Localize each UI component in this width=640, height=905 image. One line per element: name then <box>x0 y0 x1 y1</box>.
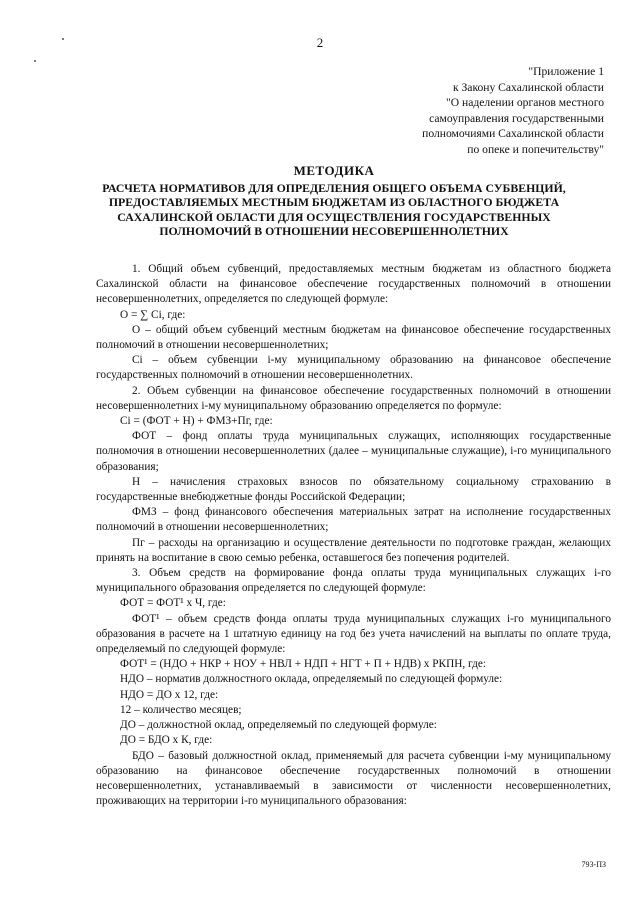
scan-speck <box>34 60 36 62</box>
formula-line: ФОТ = ФОТ¹ х Ч, где: <box>120 597 226 610</box>
body-paragraph: 3. Объем средств на формирование фонда оплаты труда муниципальных служащих i-го муниципального образования определяется по следующей формуле: <box>96 567 611 595</box>
title-subtitle-line: ПРЕДОСТАВЛЯЕМЫХ МЕСТНЫМ БЮДЖЕТАМ ИЗ ОБЛАСТНОГО БЮДЖЕТА <box>108 195 560 210</box>
body-paragraph: Н – начисления страховых взносов по обязательному социальному страхованию в государственные внебюджетные фонды Российской Федерации; <box>96 475 611 504</box>
annex-line: "Приложение 1 <box>528 65 604 78</box>
annex-line: к Закону Сахалинской области <box>452 80 604 94</box>
document-body <box>96 262 611 809</box>
annex-line: "О наделении органов местного <box>446 96 604 110</box>
title-subtitle-line: ПОЛНОМОЧИЙ В ОТНОШЕНИИ НЕСОВЕРШЕННОЛЕТНИХ <box>159 224 509 239</box>
annex-line: по опеке и попечительству" <box>467 142 604 156</box>
body-paragraph: О – общий объем субвенций местным бюджетам на финансовое обеспечение государственных полномочий в отношении несовершеннолетних; <box>96 323 611 352</box>
formula-line: 12 – количество месяцев; <box>120 703 242 716</box>
footer-code: 793-ПЗ <box>581 860 606 869</box>
annex-reference <box>364 64 604 158</box>
body-paragraph: Сi – объем субвенции i-му муниципальному образованию на финансовое обеспечение государственных полномочий в отношении несовершеннолетних. <box>96 354 611 382</box>
formula-line: ФОТ¹ = (НДО + НКР + НОУ + НВЛ + НДП + НГТ + П + НДВ) х РКПН, где: <box>120 658 487 671</box>
body-paragraph: 1. Общий объем субвенций, предоставляемых местным бюджетам из областного бюджета Сахалинской области на финансовое обеспечение государственных полномочий в отношении несовершеннолетних, определяется по следующей формуле: <box>96 263 611 306</box>
formula-line: НДО – норматив должностного оклада, определяемый по следующей формуле: <box>120 673 503 686</box>
formula-line: Сi = (ФОТ + Н) + ФМЗ+Пг, где: <box>120 415 273 428</box>
annex-line: самоуправления государственными <box>429 111 604 125</box>
body-paragraph: ФМЗ – фонд финансового обеспечения материальных затрат на исполнение государственных полномочий в отношении несовершеннолетних; <box>96 506 611 534</box>
title-subtitle <box>70 181 598 239</box>
annex-line: полномочиями Сахалинской области <box>422 127 604 141</box>
page-number: 2 <box>316 35 324 50</box>
body-paragraph: БДО – базовый должностной оклад, применяемый для расчета субвенции i-му муниципальному образованию на финансовое обеспечение государственных полномочий в отношении несовершеннолетних, устанавливаемый в зависимости от численности несовершеннолетних, проживающих на территории i-го муниципального образования: <box>96 749 611 808</box>
title-subtitle-line: САХАЛИНСКОЙ ОБЛАСТИ ДЛЯ ОСУЩЕСТВЛЕНИЯ ГОСУДАРСТВЕННЫХ <box>117 209 551 224</box>
formula-line: НДО = ДО х 12, где: <box>120 688 219 701</box>
body-paragraph: ФОТ – фонд оплаты труда муниципальных служащих, исполняющих государственные полномочия в отношении несовершеннолетних (далее – муниципальные служащие), i-го муниципального образования; <box>96 430 611 473</box>
body-paragraph: 2. Объем субвенции на финансовое обеспечение государственных полномочий в отношении несовершеннолетних i-му муниципальному образованию определяется по формуле: <box>96 384 611 412</box>
formula-line: О = ∑ Сi, где: <box>120 308 186 321</box>
body-paragraph: Пг – расходы на организацию и осуществление деятельности по подготовке граждан, желающих принять на воспитание в свою семью ребенка, оставшегося без попечения родителей. <box>96 536 611 564</box>
formula-line: ДО – должностной оклад, определяемый по следующей формуле: <box>120 719 437 732</box>
document-title <box>70 163 598 239</box>
body-paragraph: ФОТ¹ – объем средств фонда оплаты труда муниципальных служащих i-го муниципального образования в расчете на 1 штатную единицу на год без учета начислений на выплаты по оплате труда, определяемый по следующей формуле: <box>96 612 611 656</box>
formula-line: ДО = БДО х К, где: <box>120 734 213 747</box>
title-main: МЕТОДИКА <box>293 163 375 178</box>
title-subtitle-line: РАСЧЕТА НОРМАТИВОВ ДЛЯ ОПРЕДЕЛЕНИЯ ОБЩЕГО ОБЪЕМА СУБВЕНЦИЙ, <box>102 181 566 195</box>
